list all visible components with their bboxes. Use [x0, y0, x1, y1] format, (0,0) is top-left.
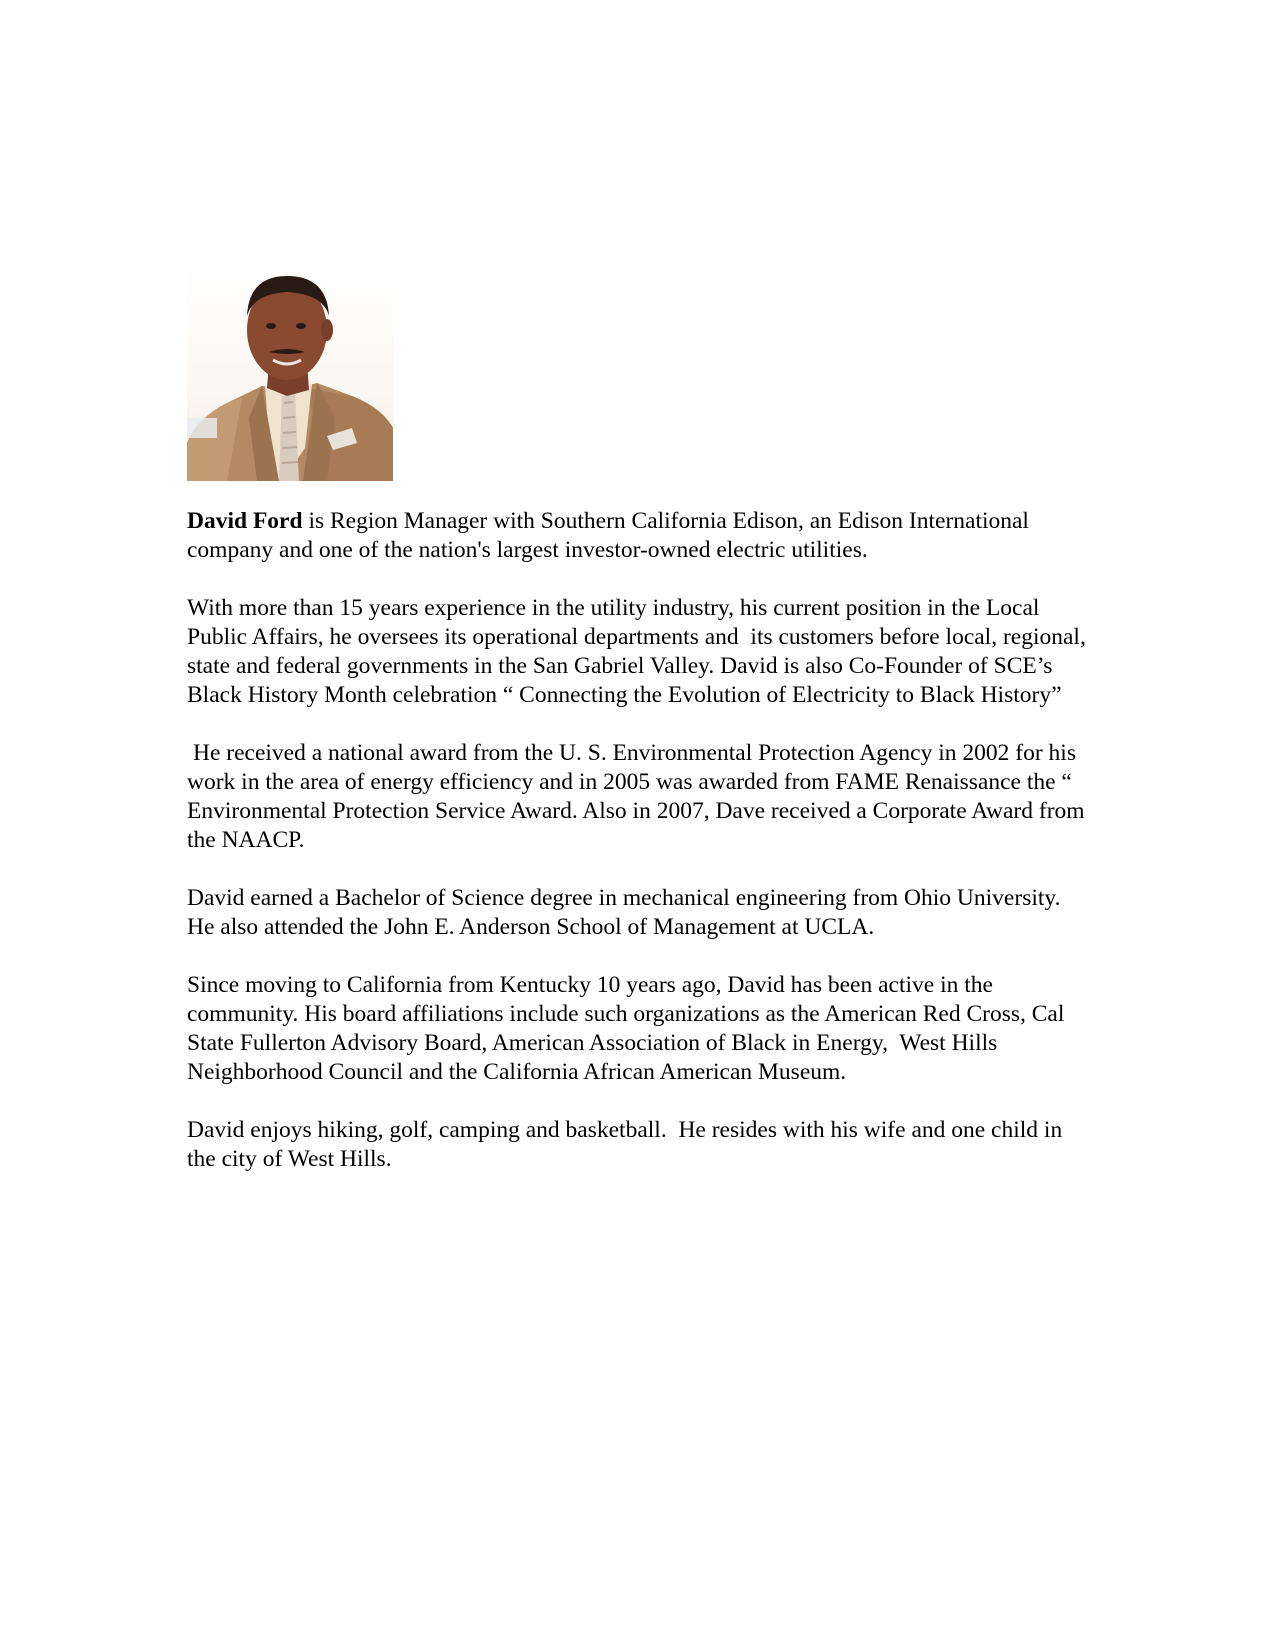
portrait-illustration	[187, 268, 393, 481]
intro-text: is Region Manager with Southern California Edison, an Edison International company and one of the nation's largest investor-owned electric utilities.	[187, 508, 1035, 563]
portrait-photo	[187, 268, 393, 481]
bio-text	[187, 507, 1092, 1203]
bio-paragraph-awards: He received a national award from the U. S. Environmental Protection Agency in 2002 for his work in the area of energy efficiency and in 2005 was awarded from FAME Renaissance the “ Environmental Protection Service Award. Also in 2007, Dave received a Corporate Award from the NAACP.	[187, 740, 1091, 853]
person-name: David Ford	[187, 508, 303, 534]
bio-paragraph-education: David earned a Bachelor of Science degree in mechanical engineering from Ohio University. He also attended the John E. Anderson School of Management at UCLA.	[187, 885, 1067, 940]
bio-paragraph-intro	[187, 507, 1087, 565]
bio-paragraph-personal: David enjoys hiking, golf, camping and basketball. He resides with his wife and one child in the city of West Hills.	[187, 1117, 1069, 1172]
bio-paragraph-community: Since moving to California from Kentucky 10 years ago, David has been active in the community. His board affiliations include such organizations as the American Red Cross, Cal State Fullerton Advisory Board, American Association of Black in Energy, West Hills Neighborhood Council and the California African American Museum.	[187, 972, 1071, 1085]
bio-paragraph-experience: With more than 15 years experience in the utility industry, his current position in the Local Public Affairs, he oversees its operational departments and its customers before local, regional, state and federal governments in the San Gabriel Valley. David is also Co-Founder of SCE’s Black History Month celebration “ Connecting the Evolution of Electricity to Black History”	[187, 595, 1092, 708]
